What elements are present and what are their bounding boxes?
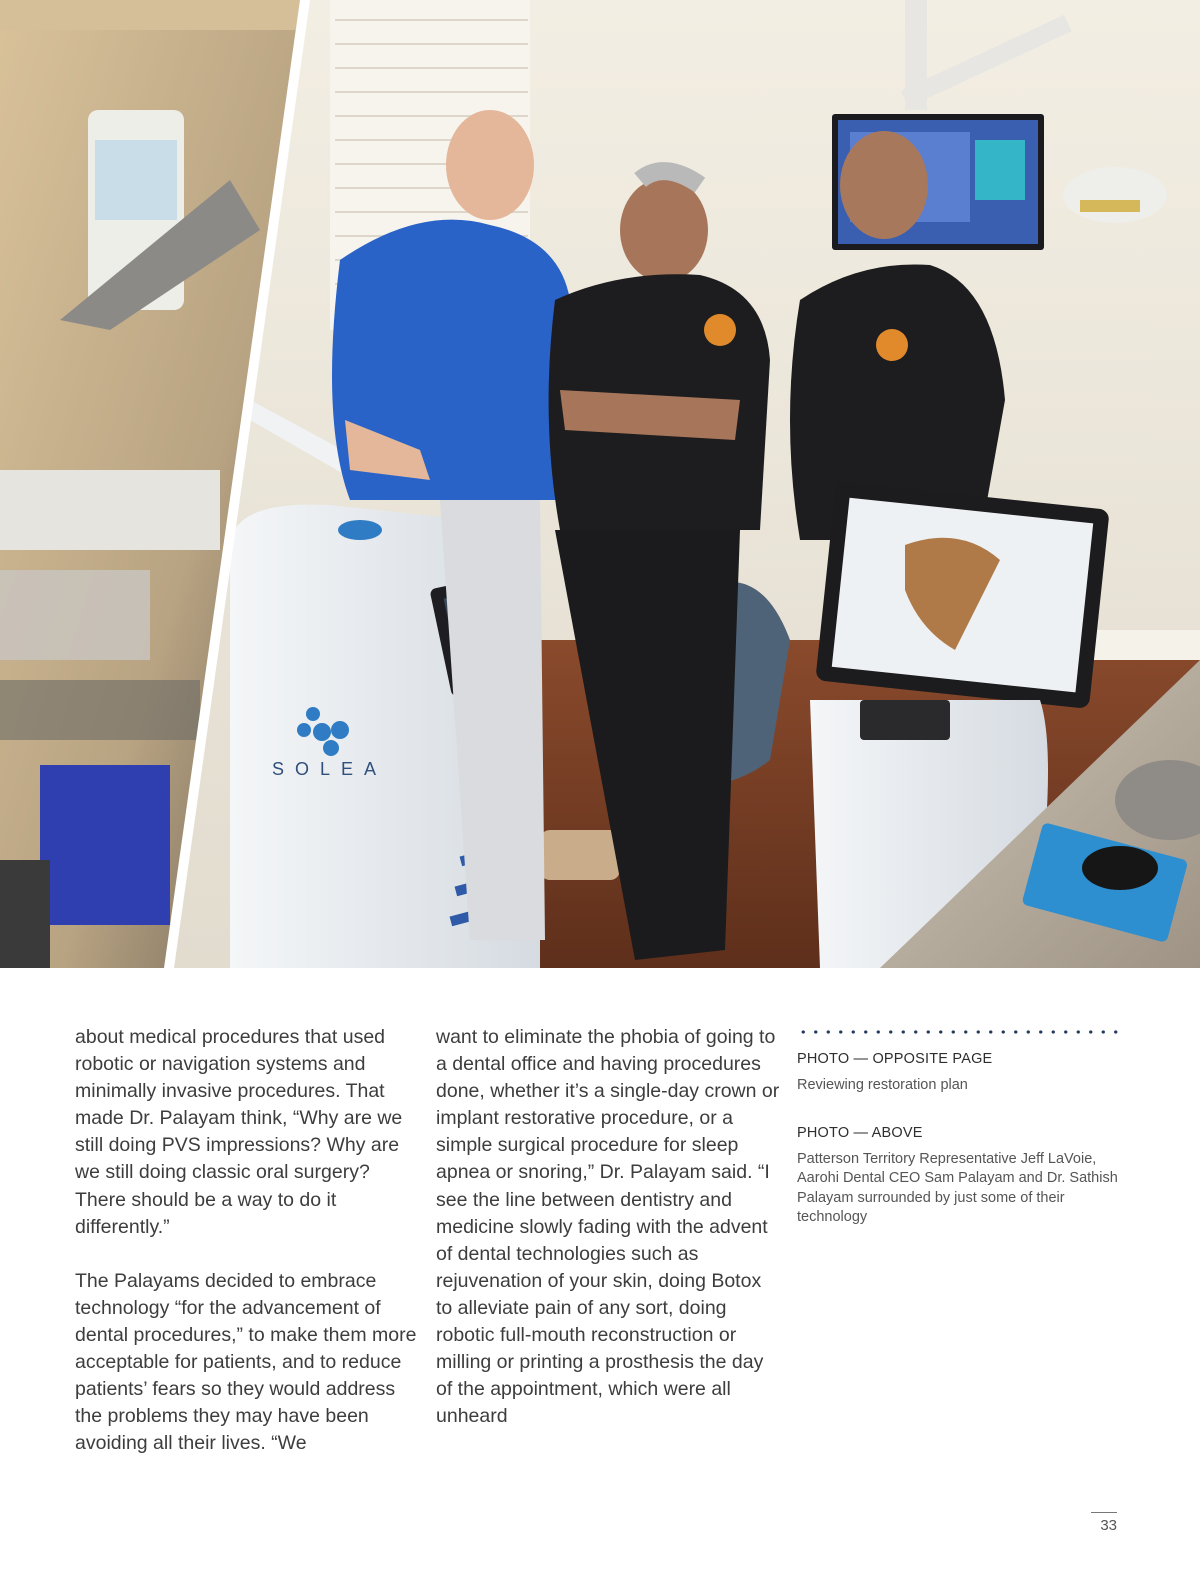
- caption-above-heading: PHOTO — ABOVE: [797, 1124, 923, 1141]
- body-column-2: [436, 1024, 781, 1430]
- body-column-1: [75, 1024, 420, 1457]
- caption-above-text: Patterson Territory Representative Jeff LaVoie, Aarohi Dental CEO Sam Palayam and Dr. Sathish Palayam surrounded by just some of their technology: [797, 1150, 1118, 1225]
- dotted-divider: [797, 1030, 1123, 1034]
- column1-paragraph-2: The Palayams decided to embrace technology “for the advancement of dental procedures,” to make them more acceptable for patients, and to reduce patients’ fears so they would address the problems they may have been avoiding all their lives. “We: [75, 1269, 417, 1455]
- caption-opposite-text: Reviewing restoration plan: [797, 1077, 968, 1093]
- page-number: 33: [1091, 1512, 1117, 1534]
- column2-paragraph-1: want to eliminate the phobia of going to a dental office and having procedures done, whether it’s a single-day crown or implant restorative procedure, or a simple surgical procedure for sleep apnea or snoring,” Dr. Palayam said. “I see the line between dentistry and medicine slowly fading with the advent of dental technologies such as rejuvenation of your skin, doing Botox to alleviate pain of any sort, doing robotic full-mouth reconstruction or milling or printing a prosthesis the day of the appointment, which were all unheard: [436, 1026, 780, 1428]
- photo-captions: [797, 1024, 1127, 1228]
- caption-opposite-heading: PHOTO — OPPOSITE PAGE: [797, 1051, 993, 1067]
- solea-brand-label: SOLEA: [272, 759, 388, 779]
- column1-paragraph-1: about medical procedures that used robotic or navigation systems and minimally invasive procedures. That made Dr. Palayam think, “Why are we still doing PVS impressions? Why are we still doing classic oral surgery? There should be a way to do it differently.”: [75, 1026, 403, 1238]
